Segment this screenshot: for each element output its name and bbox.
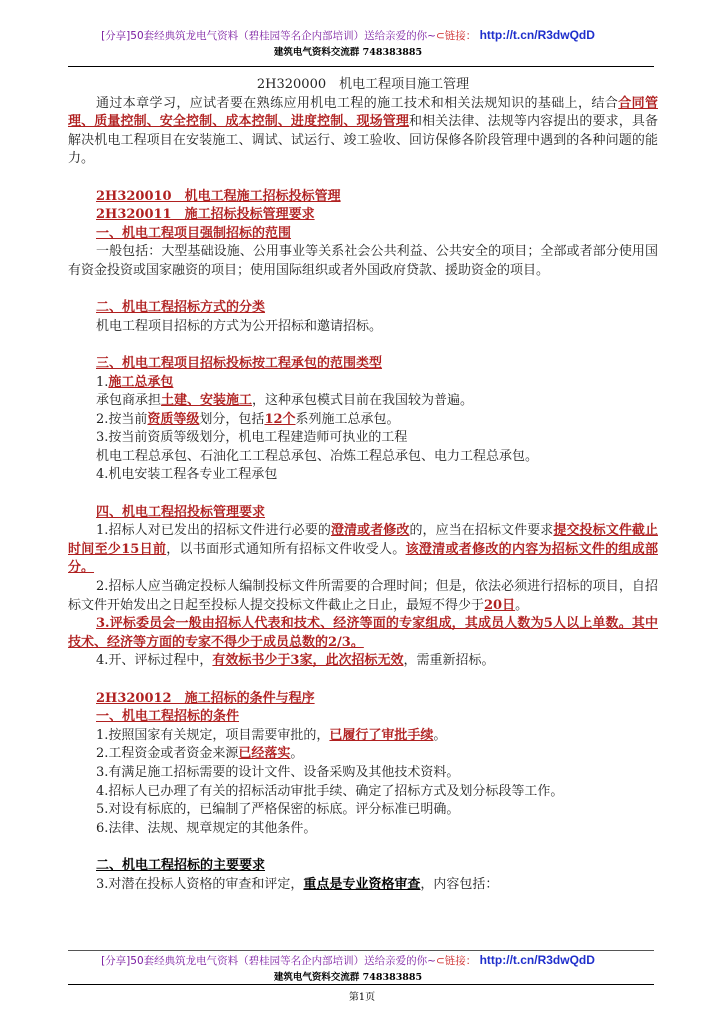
item-specialty-contract: 4.机电安装工程各专业工程承包 (96, 467, 278, 483)
heading-bid-requirements: 四、机电工程招投标管理要求 (96, 504, 266, 520)
item-engineer-scope: 3.按当前资质等级划分，机电工程建造师可执业的工程 (96, 430, 408, 446)
link-label: 链接： (444, 30, 477, 42)
footer-divider (68, 984, 654, 985)
header-promo (68, 28, 628, 43)
document-body (68, 76, 658, 894)
req-clarification: 1.招标人对已发出的招标文件进行必要的澄清或者修改的，应当在招标文件要求提交投标文件截止时间至少15日前，以书面形式通知所有招标文件收受人。该澄清或者修改的内容为招标文件的组成部分。 (68, 523, 658, 576)
item-engineer-scope-list: 机电工程总承包、石油化工工程总承包、冶炼工程总承包、电力工程总承包。 (96, 448, 539, 464)
heading-main-requirements: 二、机电工程招标的主要要求 (96, 857, 266, 873)
promo-text: [分享]50套经典筑龙电气资料（碧桂园等名企内部培训）送给亲爱的你~ (101, 30, 436, 42)
section-2H320011: 2H320011 施工招标投标管理要求 (96, 207, 315, 223)
paragraph-bid-methods: 机电工程项目招标的方式为公开招标和邀请招标。 (96, 318, 383, 334)
heading-bid-methods: 二、机电工程招标方式的分类 (96, 300, 266, 316)
link-icon: ⊂ (435, 30, 445, 42)
req-invalid-bid: 4.开、评标过程中，有效标书少于3家，此次招标无效，需重新招标。 (96, 653, 495, 669)
footer-promo-text: [分享]50套经典筑龙电气资料（碧桂园等名企内部培训）送给亲爱的你~ (101, 955, 436, 967)
heading-contract-scope: 三、机电工程项目招标投标按工程承包的范围类型 (96, 355, 383, 371)
item-general-contract: 1.施工总承包 (96, 374, 174, 390)
footer-link-icon: ⊂ (435, 955, 445, 967)
item-general-contract-desc: 承包商承担土建、安装施工，这种承包模式目前在我国较为普遍。 (96, 393, 474, 409)
section-2H320012: 2H320012 施工招标的条件与程序 (96, 690, 315, 706)
condition-funding: 2.工程资金或者资金来源已经落实。 (96, 746, 304, 762)
footer-divider-top (68, 950, 654, 951)
footer-group: 建筑电气资料交流群 748383885 (273, 972, 423, 983)
page-footer-banner (68, 953, 628, 983)
page-number: 第1页 (348, 992, 376, 1003)
header-link[interactable]: http://t.cn/R3dwQdD (479, 28, 595, 42)
req-committee: 3.评标委员会一般由招标人代表和技术、经济等面的专家组成，其成员人数为5人以上单数。其中技术、经济等方面的专家不得少于成员总数的2/3。 (68, 616, 658, 650)
header-divider (68, 66, 654, 67)
condition-approval: 1.按照国家有关规定，项目需要审批的，已履行了审批手续。 (96, 727, 447, 743)
condition-documents: 3.有满足施工招标需要的设计文件、设备采购及其他技术资料。 (96, 764, 460, 780)
chapter-title: 2H320000 机电工程项目施工管理 (256, 77, 470, 92)
req-preparation-time: 2.招标人应当确定投标人编制投标文件所需要的合理时间；但是，依法必须进行招标的项目，自招标文件开始发出之日起至投标人提交投标文件截止之日止，最短不得少于20日。 (68, 579, 658, 613)
header-group: 建筑电气资料交流群 748383885 (273, 47, 423, 58)
footer-link-label: 链接： (444, 955, 477, 967)
condition-procedures: 4.招标人已办理了有关的招标活动审批手续、确定了招标方式及划分标段等工作。 (96, 783, 564, 799)
intro-paragraph: 通过本章学习，应试者要在熟练应用机电工程的施工技术和相关法规知识的基础上，结合合同管理、质量控制、安全控制、成本控制、进度控制、现场管理和相关法律、法规等内容提出的要求，具备解决机电工程项目在安装施工、调试、试运行、竣工验收、回访保修各阶段管理中遇到的各种问题的能力。 (68, 95, 658, 167)
heading-bid-conditions: 一、机电工程招标的条件 (96, 709, 240, 725)
heading-mandatory-scope: 一、机电工程项目强制招标的范围 (96, 225, 292, 241)
footer-promo (68, 953, 628, 968)
paragraph-mandatory-scope: 一般包括：大型基础设施、公用事业等关系社会公共利益、公共安全的项目；全部或者部分使用国有资金投资或国家融资的项目；使用国际组织或者外国政府贷款、援助资金的项目。 (68, 244, 658, 278)
footer-link[interactable]: http://t.cn/R3dwQdD (479, 953, 595, 967)
condition-regulations: 6.法律、法规、规章规定的其他条件。 (96, 820, 317, 836)
item-qualification-level: 2.按当前资质等级划分，包括12个系列施工总承包。 (96, 411, 400, 427)
page-header (68, 28, 628, 58)
requirement-qualification-review: 3.对潜在投标人资格的审查和评定，重点是专业资格审查，内容包括： (96, 876, 499, 892)
condition-base-price: 5.对设有标底的，已编制了严格保密的标底。评分标准已明确。 (96, 802, 460, 818)
section-2H320010: 2H320010 机电工程施工招标投标管理 (96, 188, 341, 204)
